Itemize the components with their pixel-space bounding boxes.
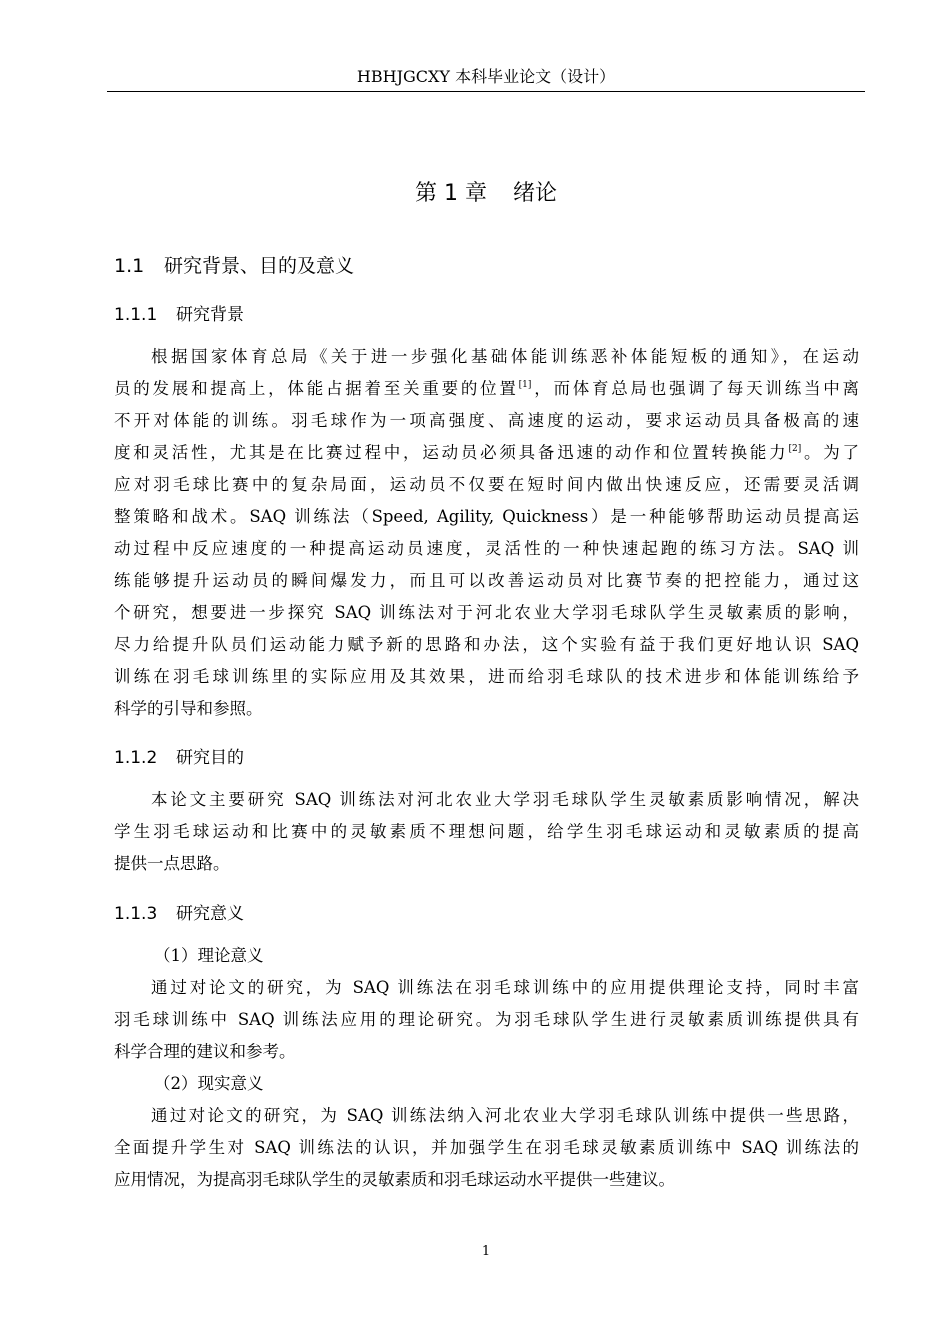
text-line: 科学的引导和参照。 (114, 699, 263, 718)
chapter-number: 第 1 章 (415, 181, 487, 206)
significance-paragraph (114, 940, 859, 1196)
text-line: 根据国家体育总局《关于进一步强化基础体能训练恶补体能短板的通知》，在运动 (151, 347, 859, 366)
section-title: 研究意义 (176, 904, 244, 924)
section-number: 1.1.3 (114, 904, 158, 924)
section-heading-1-1-2 (114, 745, 244, 771)
text-line: 个研究，想要进一步探究 SAQ 训练法对于河北农业大学羽毛球队学生灵敏素质的影响， (114, 603, 859, 622)
section-number: 1.1.2 (114, 748, 158, 768)
chapter-title (107, 178, 865, 210)
text-line: 不开对体能的训练。羽毛球作为一项高强度、高速度的运动，要求运动员具备极高的速 (114, 411, 859, 430)
text-line: 提供一点思路。 (114, 854, 230, 873)
text-line: 整策略和战术。SAQ 训练法（Speed, Agility, Quickness）是一种能够帮助运动员提高运 (114, 507, 859, 526)
text-line: 训练在羽毛球训练里的实际应用及其效果，进而给羽毛球队的技术进步和体能训练给予 (114, 667, 859, 686)
section-title: 研究背景、目的及意义 (164, 255, 355, 277)
text-line: 动过程中反应速度的一种提高运动员速度，灵活性的一种快速起跑的练习方法。SAQ 训 (114, 539, 859, 558)
text-line: 尽力给提升队员们运动能力赋予新的思路和办法，这个实验有益于我们更好地认识 SAQ (114, 635, 859, 654)
background-paragraph (114, 341, 859, 725)
section-number: 1.1 (114, 255, 145, 277)
text-line: 羽毛球训练中 SAQ 训练法应用的理论研究。为羽毛球队学生进行灵敏素质训练提供具有 (114, 1010, 859, 1029)
section-title: 研究背景 (176, 305, 244, 325)
page-number: 1 (481, 1244, 491, 1259)
citation-2: [2] (788, 444, 802, 454)
text-line: 全面提升学生对 SAQ 训练法的认识，并加强学生在羽毛球灵敏素质训练中 SAQ 训练法的 (114, 1138, 859, 1157)
text-line: 应用情况，为提高羽毛球队学生的灵敏素质和羽毛球运动水平提供一些建议。 (114, 1170, 675, 1189)
text-line: 应对羽毛球比赛中的复杂局面，运动员不仅要在短时间内做出快速反应，还需要灵活调 (114, 475, 859, 494)
subheading-practice: （2）现实意义 (154, 1074, 264, 1093)
text-line: 员的发展和提高上，体能占据着至关重要的位置[1]，而体育总局也强调了每天训练当中离 (114, 379, 860, 398)
text-line: 通过对论文的研究，为 SAQ 训练法在羽毛球训练中的应用提供理论支持，同时丰富 (151, 978, 859, 997)
text-line: 练能够提升运动员的瞬间爆发力，而且可以改善运动员对比赛节奏的把控能力，通过这 (114, 571, 859, 590)
purpose-paragraph (114, 784, 859, 880)
section-heading-1-1 (114, 252, 354, 280)
text-line: 度和灵活性，尤其是在比赛过程中，运动员必须具备迅速的动作和位置转换能力[2]。为了 (114, 443, 860, 462)
section-heading-1-1-1 (114, 302, 244, 328)
citation-1: [1] (518, 380, 532, 390)
chapter-name: 绪论 (512, 181, 557, 206)
header-divider (107, 91, 865, 92)
text-line: 学生羽毛球运动和比赛中的灵敏素质不理想问题，给学生羽毛球运动和灵敏素质的提高 (114, 822, 859, 841)
subheading-theory: （1）理论意义 (154, 946, 264, 965)
text-line: 本论文主要研究 SAQ 训练法对河北农业大学羽毛球队学生灵敏素质影响情况，解决 (151, 790, 859, 809)
page-header: HBHJGCXY 本科毕业论文（设计） (356, 67, 616, 86)
section-number: 1.1.1 (114, 305, 158, 325)
section-title: 研究目的 (176, 748, 244, 768)
text-line: 科学合理的建议和参考。 (114, 1042, 296, 1061)
text-line: 通过对论文的研究，为 SAQ 训练法纳入河北农业大学羽毛球队训练中提供一些思路， (151, 1106, 859, 1125)
section-heading-1-1-3 (114, 901, 244, 927)
